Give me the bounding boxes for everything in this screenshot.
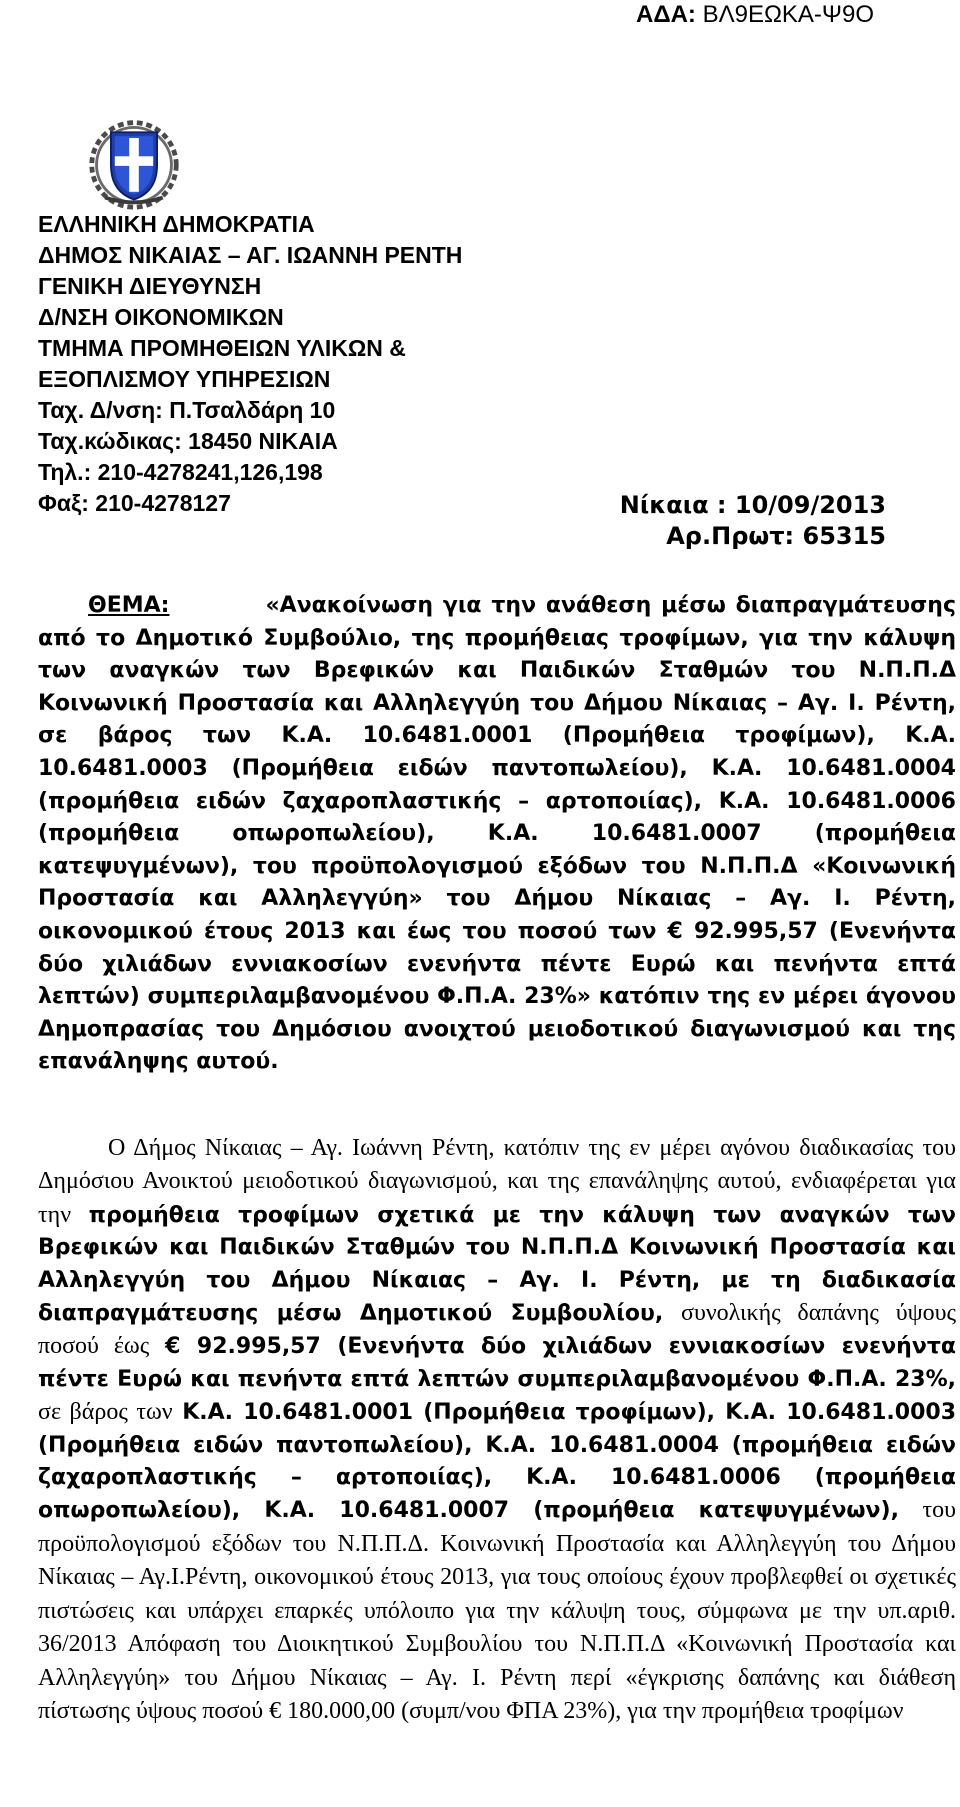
ada-value: ΒΛ9ΕΩΚΑ-Ψ9Ο (702, 1, 874, 28)
subject-paragraph (38, 590, 956, 1079)
ada-code (636, 0, 874, 30)
header-line: Ταχ.κώδικας: 18450 ΝΙΚΑΙΑ (38, 428, 338, 454)
body-bold-3: Κ.Α. 10.6481.0001 (Προμήθεια τροφίμων), Κ.Α. 10.6481.0003 (Προμήθεια ειδών παντοπωλείου), Κ.Α. 10.6481.0004 (προμήθεια ειδών ζαχαροπλαστικής – αρτοποιίας), Κ.Α. 10.6481.0006 (προμήθεια οπωροπωλείου), Κ.Α. 10.6481.0007 (προμήθεια κατεψυγμένων), (38, 1400, 957, 1524)
header-line: Τηλ.: 210-4278241,126,198 (38, 459, 323, 485)
body-bold-1: προμήθεια τροφίμων σχετικά με την κάλυψη των αναγκών των Βρεφικών και Παιδικών Σταθμών του Ν.Π.Π.Δ Κοινωνική Προστασία και Αλληλεγγύη του Δήμου Νίκαιας – Αγ. Ι. Ρέντη, με τη διαδικασία διαπραγμάτευσης μέσω Δημοτικού Συμβουλίου, (38, 1202, 957, 1327)
protocol-number: Αρ.Πρωτ: 65315 (666, 522, 886, 550)
header-line: ΕΛΛΗΝΙΚΗ ΔΗΜΟΚΡΑΤΙΑ (38, 211, 315, 237)
header-line: ΔΗΜΟΣ ΝΙΚΑΙΑΣ – ΑΓ. ΙΩΑΝΝΗ ΡΕΝΤΗ (38, 242, 463, 268)
body-intro-text: Ο Δήμος Νίκαιας – Αγ. Ιωάννη Ρέντη, κατόπιν της εν μέρει αγόνου διαδικασίας του Δημόσιου Ανοικτού μειοδοτικού διαγωνισμού, και της επανάληψης αυτού, ενδιαφέρεται για την (38, 1135, 956, 1228)
header-line: ΓΕΝΙΚΗ ΔΙΕΥΘΥΝΣΗ (38, 273, 262, 299)
announcement-body (38, 1132, 956, 1728)
body-plain-2: σε βάρος των (38, 1399, 173, 1426)
body-plain-1: συνολικής δαπάνης ύψους ποσού έως (38, 1300, 956, 1360)
body-bold-2: € 92.995,57 (Ενενήντα δύο χιλιάδων εννιακοσίων ενενήντα πέντε Ευρώ και πενήντα επτά λεπτών συμπεριλαμβανομένου Φ.Π.Α. 23%, (38, 1334, 956, 1392)
header-line: Φαξ: 210-4278127 (38, 490, 231, 516)
subject-text: «Ανακοίνωση για την ανάθεση μέσω διαπραγμάτευσης από το Δημοτικό Συμβούλιο, της προμήθειας τροφίμων, για την κάλυψη των αναγκών των Βρεφικών και Παιδικών Σταθμών του Ν.Π.Π.Δ Κοινωνική Προστασία και Αλληλεγγύη του Δήμου Νίκαιας – Αγ. Ι. Ρέντη, σε βάρος των Κ.Α. 10.6481.0001 (Προμήθεια τροφίμων), Κ.Α. 10.6481.0003 (Προμήθεια ειδών παντοπωλείου), Κ.Α. 10.6481.0004 (προμήθεια ειδών ζαχαροπλαστικής – αρτοποιίας), Κ.Α. 10.6481.0006 (προμήθεια οπωροπωλείου), Κ.Α. 10.6481.0007 (προμήθεια κατεψυγμένων), του προϋπολογισμού εξόδων του Ν.Π.Π.Δ «Κοινωνική Προστασία και Αλληλεγγύη» του Δήμου Νίκαιας – Αγ. Ι. Ρέντη, οικονομικού έτους 2013 και έως του ποσού των € 92.995,57 (Ενενήντα δύο χιλιάδων εννιακοσίων ενενήντα πέντε Ευρώ και πενήντα επτά λεπτών) συμπεριλαμβανομένου Φ.Π.Α. 23%» κατόπιν της εν μέρει άγονου Δημοπρασίας του Δημόσιου ανοιχτού μειοδοτικού διαγωνισμού και της επανάληψης αυτού. (38, 593, 956, 1075)
body-plain-3: του προϋπολογισμού εξόδων του Ν.Π.Π.Δ. Κοινωνική Προστασία και Αλληλεγγύη του Δήμου Νίκαιας – Αγ.Ι.Ρέντη, οικονομικού έτους 2013, για τους οποίους έχουν προβλεφθεί οι σχετικές πιστώσεις και υπάρχει επαρκές υπόλοιπο για την κάλυψη τους, σύμφωνα με την υπ.αριθ. 36/2013 Απόφαση του Διοικητικού Συμβουλίου του Ν.Π.Π.Δ «Κοινωνική Προστασία και Αλληλεγγύη» του Δήμου Νίκαιας – Αγ. Ι. Ρέντη περί «έγκρισης δαπάνης και διάθεση πίστωσης ύψους ποσού € 180.000,00 (συμπ/νου ΦΠΑ 23%), για την προμήθεια τροφίμων (38, 1497, 956, 1724)
header-line: Δ/ΝΣΗ ΟΙΚΟΝΟΜΙΚΩΝ (38, 304, 284, 330)
body-intro (38, 1136, 108, 1161)
document-date: Νίκαια : 10/09/2013 (619, 491, 886, 519)
issuer-header (38, 209, 462, 519)
greek-coat-of-arms-icon (86, 115, 182, 211)
date-protocol-block (620, 490, 886, 552)
ada-label: ΑΔΑ: (636, 1, 696, 28)
subject-label: ΘΕΜΑ: (88, 593, 170, 618)
header-line: ΤΜΗΜΑ ΠΡΟΜΗΘΕΙΩΝ ΥΛΙΚΩΝ & (38, 335, 406, 361)
header-line: Ταχ. Δ/νση: Π.Τσαλδάρη 10 (38, 397, 336, 423)
header-line: ΕΞΟΠΛΙΣΜΟΥ ΥΠΗΡΕΣΙΩΝ (38, 366, 331, 392)
